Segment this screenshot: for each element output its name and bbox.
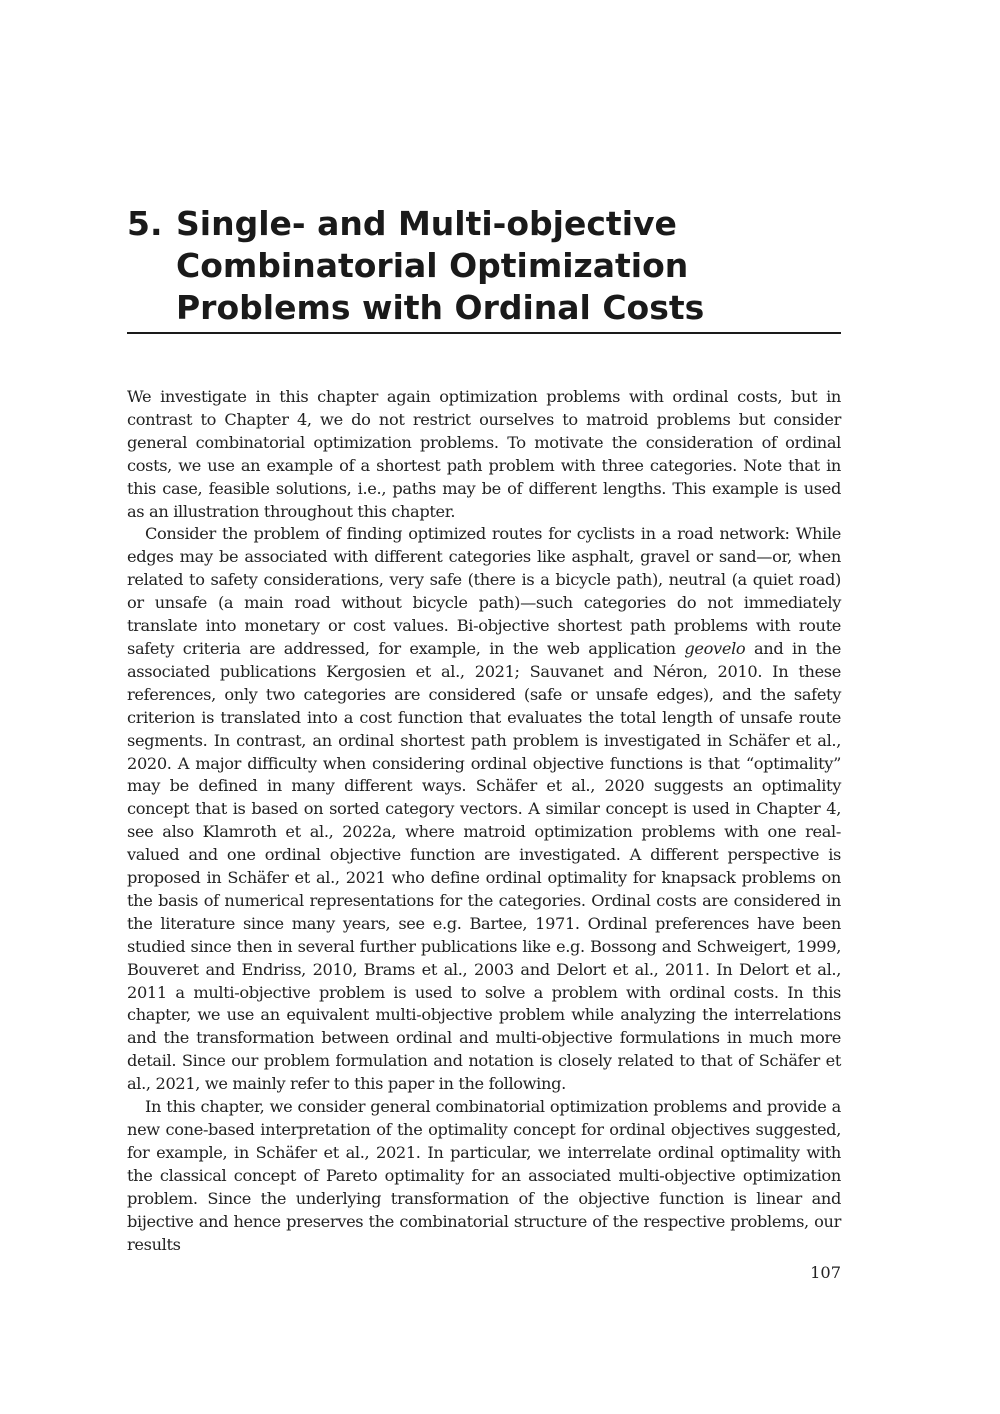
page-number: 107 (810, 1263, 841, 1282)
app-name-geovelo: geovelo (684, 638, 746, 658)
paragraph-text: and in the associated publications Kergosien et al., 2021; Sauvanet and Néron, 2010. In these references, only two categories are considered (safe or unsafe edges), and the safety criterion is translated into a cost function that evaluates the total length of unsafe route segments. In contrast, an ordinal shortest path problem is investigated in Schäfer et al., 2020. A major difficulty when considering ordinal objective functions is that “optimality” may be defined in many different ways. Schäfer et al., 2020 suggests an optimality concept that is based on sorted category vectors. A similar concept is used in Chapter 4, see also Klamroth et al., 2022a, where matroid optimization problems with one real-valued and one ordinal objective function are investigated. A different perspective is proposed in Schäfer et al., 2021 who define ordinal optimality for knapsack problems on the basis of numerical representations for the categories. Ordinal costs are considered in the literature since many years, see e.g. Bartee, 1971. Ordinal preferences have been studied since then in several further publications like e.g. Bossong and Schweigert, 1999, Bouveret and Endriss, 2010, Brams et al., 2003 and Delort et al., 2011. In Delort et al., 2011 a multi-objective problem is used to solve a problem with ordinal costs. In this chapter, we use an equivalent multi-objective problem while analyzing the interrelations and the transformation between ordinal and multi-objective formulations in much more detail. Since our problem formulation and notation is closely related to that of Schäfer et al., 2021, we mainly refer to this paper in the following. (127, 638, 842, 1094)
paragraph-intro (127, 386, 841, 523)
body-text (127, 386, 841, 1256)
paragraph-text: Consider the problem of finding optimized routes for cyclists in a road network: While edges may be associated with different categories like asphalt, gravel or sand—or, when related to safety considerations, very safe (there is a bicycle path), neutral (a quiet road) or unsafe (a main road without bicycle path)—such categories do not immediately translate into monetary or cost values. Bi-objective shortest path problems with route safety criteria are addressed, for example, in the web application (127, 524, 841, 658)
chapter-heading (127, 203, 841, 329)
heading-rule (127, 332, 841, 334)
paragraph-cyclists (127, 523, 841, 1096)
chapter-number: 5. (127, 204, 163, 243)
paragraph-text: We investigate in this chapter again optimization problems with ordinal costs, but in contrast to Chapter 4, we do not restrict ourselves to matroid problems but consider general combinatorial optimization problems. To motivate the consideration of ordinal costs, we use an example of a shortest path problem with three categories. Note that in this case, feasible solutions, i.e., paths may be of different lengths. This example is used as an illustration throughout this chapter. (127, 387, 841, 521)
paragraph-chapter-overview (127, 1096, 841, 1256)
paragraph-text: In this chapter, we consider general combinatorial optimization problems and provide a new cone-based interpretation of the optimality concept for ordinal objectives suggested, for example, in Schäfer et al., 2021. In particular, we interrelate ordinal optimality with the classical concept of Pareto optimality for an associated multi-objective optimization problem. Since the underlying transformation of the objective function is linear and bijective and hence preserves the combinatorial structure of the respective problems, our results (127, 1097, 841, 1254)
chapter-title: Single- and Multi-objective Combinatorial Optimization Problems with Ordinal Costs (176, 204, 705, 327)
